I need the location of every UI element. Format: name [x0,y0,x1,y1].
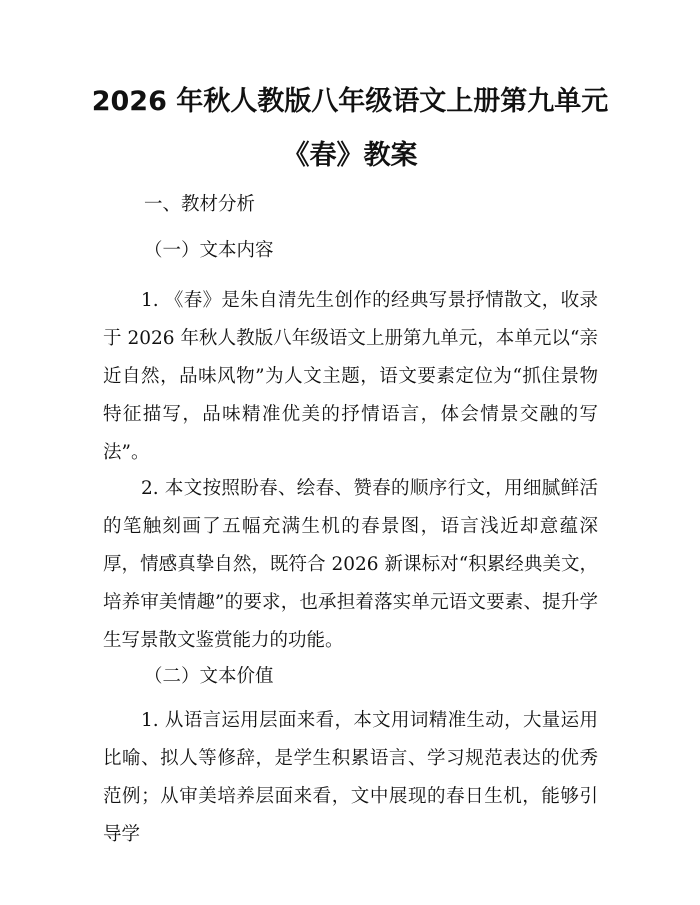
subsection-heading-text-content: （一）文本内容 [144,240,274,261]
paragraph-3: 1. 从语言运用层面来看，本文用词精准生动，大量运用比喻、拟人等修辞，是学生积累语言、学习规范表达的优秀范例；从审美培养层面来看，文中展现的春日生机，能够引导学 [103,710,598,845]
subsection-heading-text-value: （二）文本价值 [144,666,274,687]
paragraph-2: 2. 本文按照盼春、绘春、赞春的顺序行文，用细腻鲜活的笔触刻画了五幅充满生机的春景图，语言浅近却意蕴深厚，情感真挚自然，既符合 2026 新课标对“积累经典美文，培养审美情趣”的要求，也承担着落实单元语文要素、提升学生写景散文鉴赏能力的功能。 [103,478,598,651]
section-heading-material-analysis: 一、教材分析 [144,194,256,215]
doc-title-line2: 《春》教案 [282,140,418,171]
doc-title-line1: 2026 年秋人教版八年级语文上册第九单元 [91,86,609,117]
paragraph-1: 1. 《春》是朱自清先生创作的经典写景抒情散文，收录于 2026 年秋人教版八年级语文上册第九单元，本单元以“亲近自然，品味风物”为人文主题，语文要素定位为“抓住景物特征描写，品味精准优美的抒情语言，体会情景交融的写法”。 [103,290,598,463]
